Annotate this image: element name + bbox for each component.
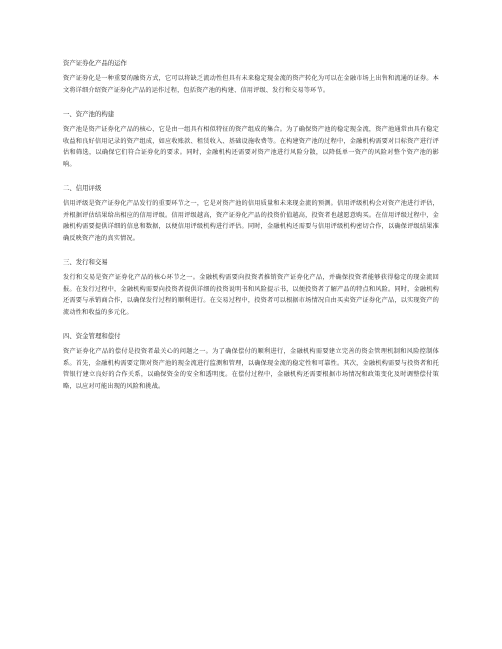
section-body-issuance-trading: 发行和交易是资产证券化产品的核心环节之一。金融机构需要向投资者推销资产证券化产品，并确保投资者能够获得稳定的现金流回报。在发行过程中，金融机构需要向投资者提供详细的投资说明书和风险提示书，以便投资者了解产品的特点和风险。同时，金融机构还需要与承销商合作，以确保发行过程的顺利进行。在交易过程中，投资者可以根据市场情况自由买卖资产证券化产品，以实现资产的流动性和收益的多元化。 — [63, 274, 439, 316]
section-heading-issuance-trading: 三、发行和交易 — [63, 258, 108, 266]
intro-paragraph: 资产证券化是一种重要的融资方式，它可以将缺乏流动性但具有未来稳定现金流的资产转化为可以在金融市场上出售和流通的证券。本文将详细介绍资产证券化产品的运作过程，包括资产池的构建、信用评级、发行和交易等环节。 — [63, 75, 439, 94]
section-body-fund-management: 资产证券化产品的偿付是投资者最关心的问题之一。为了确保偿付的顺利进行，金融机构需要建立完善的资金管理机制和风险控制体系。首先，金融机构需要定期对资产池的现金流进行监测和管理，以确保现金流的稳定性和可靠性。其次，金融机构需要与投资者和托管银行建立良好的合作关系，以确保资金的安全和透明度。在偿付过程中，金融机构还需要根据市场情况和政策变化及时调整偿付策略，以应对可能出现的风险和挑战。 — [63, 348, 439, 390]
section-body-credit-rating: 信用评级是资产证券化产品发行的重要环节之一，它是对资产池的信用质量和未来现金流的预测。信用评级机构会对资产池进行评估，并根据评估结果给出相应的信用评级。信用评级越高，资产证券化产品的投资价值越高，投资者也越愿意购买。在信用评级过程中，金融机构需要提供详细的信息和数据，以便信用评级机构进行评估。同时，金融机构还需要与信用评级机构密切合作，以确保评级结果准确反映资产池的真实情况。 — [63, 200, 439, 242]
section-body-asset-pool: 资产池是资产证券化产品的核心，它是由一组具有相似特征的资产组成的集合。为了确保资产池的稳定现金流，资产池通常由具有稳定收益和良好信用记录的资产组成，如应收账款、租赁收入、基础设施收费等。在构建资产池的过程中，金融机构需要对目标资产进行评估和筛选，以确保它们符合证券化的要求。同时，金融机构还需要对资产池进行风险分散，以降低单一资产的风险对整个资产池的影响。 — [63, 126, 439, 168]
section-heading-credit-rating: 二、信用评级 — [63, 184, 102, 192]
section-heading-fund-management: 四、资金管理和偿付 — [63, 332, 121, 340]
document-title: 资产证券化产品的运作 — [63, 59, 127, 67]
section-heading-asset-pool: 一、资产池的构建 — [63, 110, 115, 118]
document-page — [63, 58, 439, 405]
